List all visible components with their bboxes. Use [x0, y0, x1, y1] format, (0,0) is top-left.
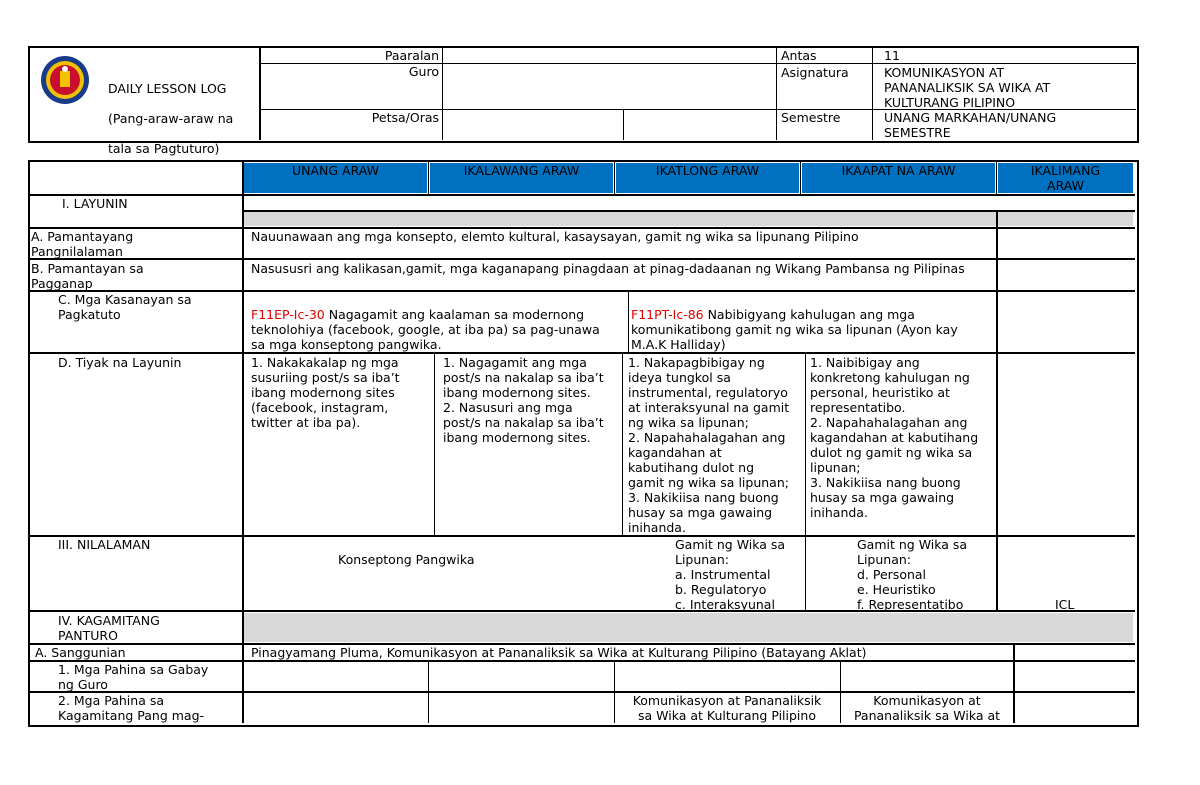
pamantayang-pangnilalaman-text: Nauunawaan ang mga konsepto, elemto kultural, kasaysayan, gamit ng wika sa lipunang Pilipino	[251, 229, 859, 244]
pahina-guro-label: 1. Mga Pahina sa Gabay ng Guro	[58, 662, 209, 692]
semestre-value: UNANG MARKAHAN/UNANG SEMESTRE	[884, 110, 1057, 140]
paaralan-label: Paaralan	[384, 48, 439, 63]
day-header-3: IKATLONG ARAW	[655, 163, 760, 178]
competency-description-1: Nagagamit ang kaalaman sa modernong teknolohiya (facebook, google, at iba pa) sa pag-unawa sa mga konseptong pangwika.	[251, 307, 600, 352]
pahina-mag-label: 2. Mga Pahina sa Kagamitang Pang mag-	[58, 693, 205, 723]
asignatura-value: KOMUNIKASYON AT PANANALIKSIK SA WIKA AT KULTURANG PILIPINO	[884, 65, 1051, 110]
tiyak-day-1: 1. Nakakakalap ng mga susuriing post/s sa iba’t ibang modernong sites (facebook, instagram, twitter at iba pa).	[251, 355, 400, 430]
day-header-2: IKALAWANG ARAW	[463, 163, 580, 178]
antas-label: Antas	[781, 48, 817, 63]
pamantayan-pagganap-label: B. Pamantayan sa Pagganap	[31, 261, 144, 291]
guro-label: Guro	[408, 64, 439, 79]
day-header-5: IKALIMANG ARAW	[1030, 163, 1101, 193]
tiyak-day-4: 1. Naibibigay ang konkretong kahulugan ng personal, heuristiko at representatibo. 2. Napahahalagahan ang kagandahan at kabutihang dulot ng gamit ng wika sa lipunan; 3. Nakikiisa nang buong husay sa mga gawaing inihanda.	[810, 355, 979, 520]
sanggunian-text: Pinagyamang Pluma, Komunikasyon at Pananaliksik sa Wika at Kulturang Pilipino (Batayang Aklat)	[251, 645, 867, 660]
semestre-label: Semestre	[781, 110, 841, 125]
nilalaman-day-5: ICL	[1055, 597, 1075, 612]
layunin-label: I. LAYUNIN	[62, 196, 128, 211]
nilalaman-day-1-2: Konseptong Pangwika	[338, 552, 475, 567]
title-line-2: (Pang-araw-araw na	[108, 111, 234, 126]
kagamitan-label: IV. KAGAMITANG PANTURO	[58, 613, 160, 643]
tiyak-label: D. Tiyak na Layunin	[58, 355, 182, 370]
competency-code-2: F11PT-Ic-86	[631, 307, 704, 322]
day-header-1: UNANG ARAW	[291, 163, 380, 178]
kasanayan-text-2	[631, 292, 993, 352]
tiyak-day-2: 1. Nagagamit ang mga post/s na nakalap sa iba’t ibang modernong sites. 2. Nasusuri ang mga post/s na nakalap sa iba’t ibang modernong sites.	[443, 355, 604, 445]
pamantayan-pagganap-text: Nasususri ang kalikasan,gamit, mga kaganapang pinagdaan at pinag-dadaanan ng Wikang Pambansa ng Pilipinas	[251, 261, 965, 276]
asignatura-label: Asignatura	[781, 65, 849, 80]
competency-description-2: Nabibigyang kahulugan ang mga komunikatibong gamit ng wika sa lipunan (Ayon kay M.A.K Halliday)	[631, 307, 958, 352]
antas-value: 11	[884, 48, 900, 63]
day-header-4: IKAAPAT NA ARAW	[841, 163, 956, 178]
kasanayan-label: C. Mga Kasanayan sa Pagkatuto	[58, 292, 192, 322]
pahina-mag-day-4: Komunikasyon at Pananaliksik sa Wika at	[853, 693, 1001, 723]
deped-seal-logo	[40, 55, 90, 105]
tiyak-day-3: 1. Nakapagbibigay ng ideya tungkol sa instrumental, regulatoryo at interaksyunal na gamit ng wika sa lipunan; 2. Napahahalagahan ang kagandahan at kabutihang dulot ng gamit ng wika sa lipunan; 3. Nakikiisa nang buong husay sa mga gawaing inihanda.	[628, 355, 790, 535]
competency-code-1: F11EP-Ic-30	[251, 307, 325, 322]
pahina-mag-day-3: Komunikasyon at Pananaliksik sa Wika at Kulturang Pilipino	[632, 693, 822, 723]
kasanayan-text-1	[251, 292, 626, 352]
nilalaman-day-4: Gamit ng Wika sa Lipunan: d. Personal e. Heuristiko f. Representatibo	[857, 537, 968, 612]
nilalaman-label: III. NILALAMAN	[58, 537, 151, 552]
title-line-1: DAILY LESSON LOG	[108, 81, 227, 96]
sanggunian-label: A. Sanggunian	[35, 645, 126, 660]
petsa-label: Petsa/Oras	[371, 110, 439, 125]
nilalaman-day-3: Gamit ng Wika sa Lipunan: a. Instrumental b. Regulatoryo c. Interaksyunal	[675, 537, 786, 612]
pamantayang-pangnilalaman-label: A. Pamantayang Pangnilalaman	[31, 229, 134, 259]
title-line-3: tala sa Pagtuturo)	[108, 141, 220, 156]
